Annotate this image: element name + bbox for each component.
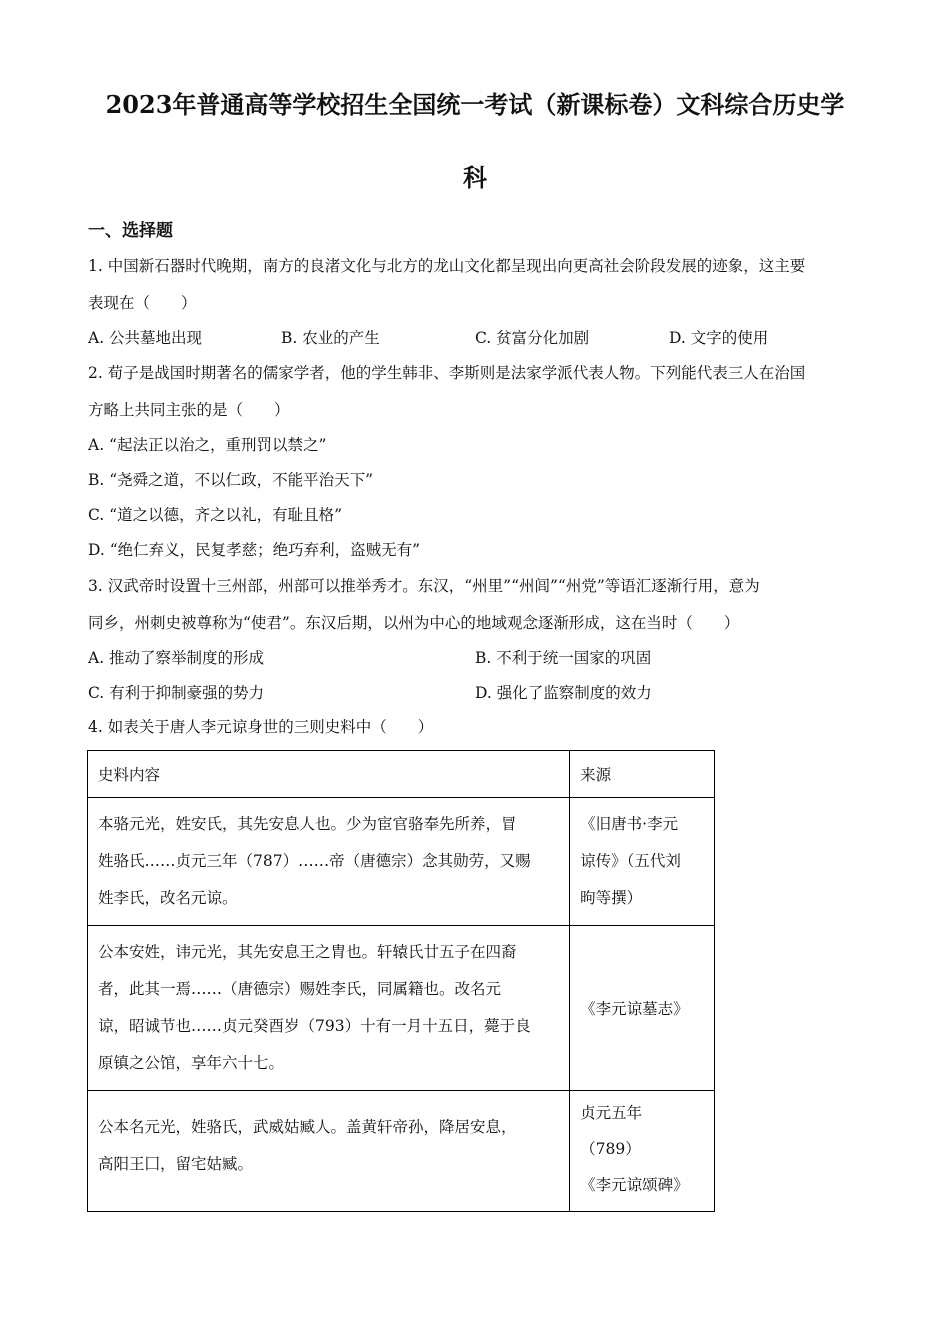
q3-option-c: C. 有利于抑制豪强的势力 [88,684,265,702]
q2-option-b: B. “尧舜之道，不以仁政，不能平治天下” [88,471,374,489]
q3-stem-line1: 3. 汉武帝时设置十三州部，州部可以推举秀才。东汉，“州里”“州闾”“州党”等语汇逐渐行用，意为 [88,577,760,595]
table-cell-source [570,926,715,1091]
q4-stem: 4. 如表关于唐人李元谅身世的三则史料中（ ） [88,718,434,736]
row2-content-line2: 者，此其一焉……（唐德宗）赐姓李氏，同属籍也。改名元 [98,980,502,998]
table-cell-source [570,1091,715,1212]
row2-content-line3: 谅，昭诚节也……贞元癸酉岁（793）十有一月十五日，薨于良 [98,1017,531,1035]
row1-source-line2: 谅传》（五代刘 [580,852,681,870]
row3-source-line1: 贞元五年 [580,1104,643,1122]
table-header-content: 史料内容 [88,751,570,798]
table-cell-source [570,798,715,926]
q2-option-d: D. “绝仁弃义，民复孝慈；绝巧弃利，盗贼无有” [88,541,421,559]
row3-content-line1: 公本名元光，姓骆氏，武威姑臧人。盖黄轩帝孙，降居安息， [98,1118,517,1136]
table-cell-content [88,1091,570,1212]
row1-content-line1: 本骆元光，姓安氏，其先安息人也。少为宦官骆奉先所养，冒 [98,815,517,833]
row2-content-line1: 公本安姓，讳元光，其先安息王之胄也。轩辕氏廿五子在四裔 [98,943,517,961]
row2-content-line4: 原镇之公馆，享年六十七。 [98,1054,285,1072]
row1-content-line3: 姓李氏，改名元谅。 [98,889,238,907]
q3-option-b: B. 不利于统一国家的巩固 [475,649,652,667]
table-row [88,926,715,1091]
q3-option-d: D. 强化了监察制度的效力 [475,684,652,702]
table-row [88,798,715,926]
q3-stem-line2: 同乡，州刺史被尊称为“使君”。东汉后期，以州为中心的地域观念逐渐形成，这在当时（ ） [88,614,740,632]
q1-stem-line2: 表现在（ ） [88,294,197,312]
table-header-source: 来源 [570,751,715,798]
source-table [87,750,715,1212]
q2-stem-line1: 2. 荀子是战国时期著名的儒家学者，他的学生韩非、李斯则是法家学派代表人物。下列能代表三人在治国 [88,364,806,382]
row1-source-line1: 《旧唐书·李元 [580,815,679,833]
table-cell-content [88,926,570,1091]
q1-option-a: A. 公共墓地出现 [88,329,203,347]
table-row [88,1091,715,1212]
row2-source-line1: 《李元谅墓志》 [580,1000,689,1018]
row3-source-line3: 《李元谅颂碑》 [580,1176,689,1194]
q3-option-a: A. 推动了察举制度的形成 [88,649,265,667]
doc-title-line2: 科 [463,163,487,192]
q1-stem-line1: 1. 中国新石器时代晚期，南方的良渚文化与北方的龙山文化都呈现出向更高社会阶段发展的迹象，这主要 [88,257,806,275]
q2-option-a: A. “起法正以治之，重刑罚以禁之” [88,436,327,454]
row1-content-line2: 姓骆氏……贞元三年（787）……帝（唐德宗）念其勋劳，又赐 [98,852,531,870]
q2-option-c: C. “道之以德，齐之以礼，有耻且格” [88,506,343,524]
row3-content-line2: 高阳王囗，留宅姑臧。 [98,1155,254,1173]
doc-title-line1: 2023年普通高等学校招生全国统一考试（新课标卷）文科综合历史学 [105,90,845,119]
row1-source-line3: 昫等撰） [580,889,643,907]
q2-stem-line2: 方略上共同主张的是（ ） [88,401,290,419]
q1-option-d: D. 文字的使用 [669,329,769,347]
q1-option-b: B. 农业的产生 [281,329,380,347]
table-header-row [88,751,715,798]
q1-option-c: C. 贫富分化加剧 [475,329,590,347]
row3-source-line2: （789） [580,1140,641,1158]
table-cell-content [88,798,570,926]
section-heading: 一、选择题 [88,221,173,241]
